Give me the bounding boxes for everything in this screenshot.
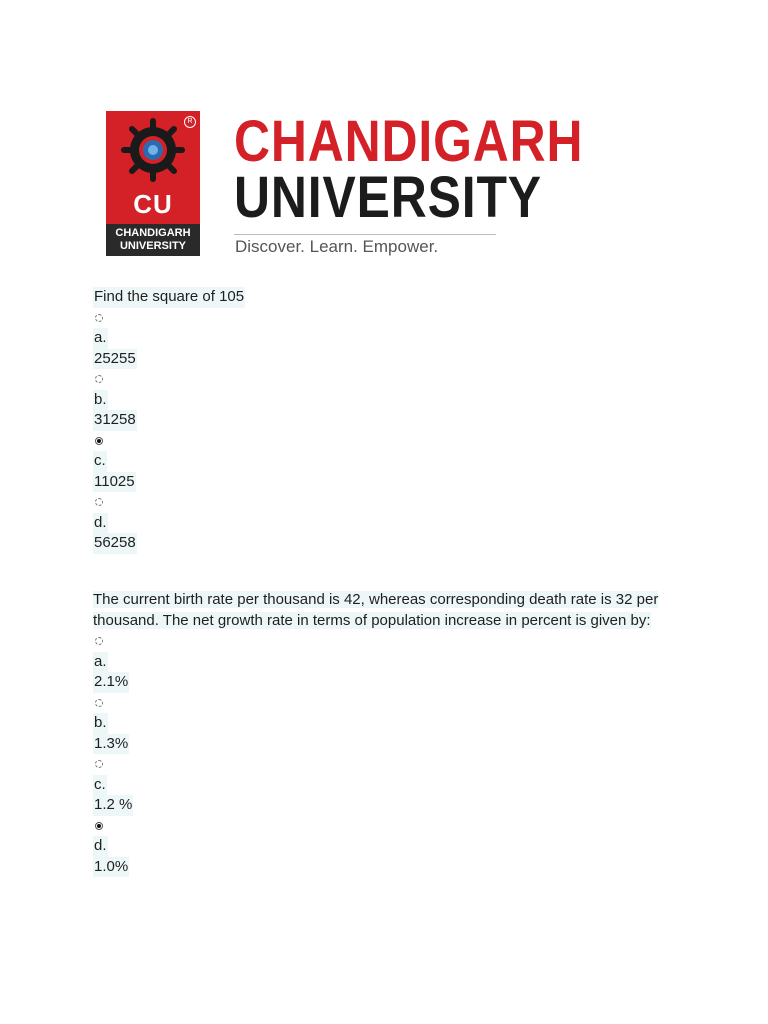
option-letter: d. <box>93 513 108 534</box>
option-value: 1.0% <box>93 857 129 878</box>
radio-button-selected[interactable] <box>95 822 103 830</box>
option-letter: b. <box>93 713 108 734</box>
logo-caption <box>106 224 200 256</box>
option-letter: b. <box>93 390 108 411</box>
option-value: 1.2 % <box>93 795 133 816</box>
option-value: 2.1% <box>93 672 129 693</box>
option-d-radio-row[interactable] <box>93 492 245 513</box>
brand-tagline: Discover. Learn. Empower. <box>235 237 439 256</box>
option-letter: c. <box>93 775 107 796</box>
option-value: 1.3% <box>93 734 129 755</box>
option-value: 56258 <box>93 533 137 554</box>
radio-button[interactable] <box>95 314 103 322</box>
option-letter: d. <box>93 836 108 857</box>
registered-mark: R <box>184 116 196 128</box>
brand-name-line1: CHANDIGARH <box>234 109 584 174</box>
option-value: 11025 <box>93 472 136 493</box>
option-a-radio-row[interactable] <box>93 631 693 652</box>
option-value: 31258 <box>93 410 137 431</box>
option-letter: a. <box>93 652 108 673</box>
university-header <box>93 100 584 272</box>
logo-caption-line2: UNIVERSITY <box>119 240 186 252</box>
option-value: 25255 <box>93 349 137 370</box>
option-d-radio-row[interactable] <box>93 816 693 837</box>
question-1 <box>93 287 245 554</box>
option-c-radio-row[interactable] <box>93 431 245 452</box>
brand-divider <box>234 234 496 235</box>
option-c-radio-row[interactable] <box>93 754 693 775</box>
option-letter: a. <box>93 328 108 349</box>
logo-caption-line1: CHANDIGARH <box>115 227 191 239</box>
option-b-radio-row[interactable] <box>93 693 693 714</box>
radio-button[interactable] <box>95 760 103 768</box>
option-letter: c. <box>93 451 107 472</box>
question-text: The current birth rate per thousand is 42, whereas corresponding death rate is 32 per thousand. The net growth rate in terms of population increase in percent is given by: <box>93 591 659 629</box>
university-logo <box>106 111 200 256</box>
radio-button-selected[interactable] <box>95 437 103 445</box>
question-2 <box>93 590 693 877</box>
logo-initials: CU <box>133 189 173 219</box>
option-b-radio-row[interactable] <box>93 369 245 390</box>
question-text: Find the square of 105 <box>93 287 245 308</box>
radio-button[interactable] <box>95 699 103 707</box>
radio-button[interactable] <box>95 637 103 645</box>
option-a-radio-row[interactable] <box>93 308 245 329</box>
radio-button[interactable] <box>95 498 103 506</box>
radio-button[interactable] <box>95 375 103 383</box>
brand-name-line2: UNIVERSITY <box>234 165 542 230</box>
